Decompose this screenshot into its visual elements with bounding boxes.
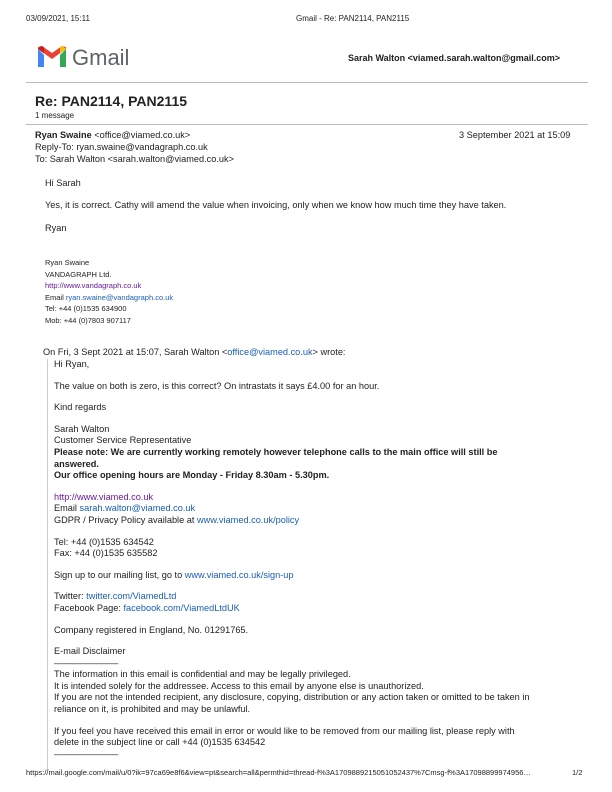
- signature-tel: Tel: +44 (0)1535 634900: [45, 304, 127, 314]
- quote-gdpr-row: GDPR / Privacy Policy available at www.viamed.co.uk/policy: [54, 514, 300, 525]
- removal-line-1: If you feel you have received this email in error or would like to be removed from our mailing list, please reply with: [54, 725, 515, 736]
- quote-gdpr-link[interactable]: www.viamed.co.uk/policy: [196, 514, 300, 525]
- disclaimer-rule-bottom: ———————: [54, 748, 119, 759]
- signature-block: [45, 257, 173, 327]
- quote-facebook-row: Facebook Page: facebook.com/ViamedLtdUK: [54, 602, 240, 613]
- account-label: Sarah Walton <viamed.sarah.walton@gmail.com>: [348, 53, 561, 63]
- quote-email-link[interactable]: sarah.walton@viamed.co.uk: [79, 503, 196, 514]
- recipient-to: To: Sarah Walton <sarah.walton@viamed.co.uk>: [35, 154, 234, 164]
- print-footer-url: https://mail.google.com/mail/u/0?ik=97ca69e8f6&view=pt&search=all&permthid=thread-f%3A1709889215051052437%7Cmsg-f%3A17098899974956…: [26, 768, 531, 777]
- quote-twitter-row: Twitter: twitter.com/ViamedLtd: [54, 591, 177, 602]
- reply-to: Reply-To: ryan.swaine@vandagraph.co.uk: [35, 142, 208, 152]
- quote-tel: Tel: +44 (0)1535 634542: [54, 536, 154, 547]
- signature-email-link[interactable]: ryan.swaine@vandagraph.co.uk: [65, 292, 174, 302]
- disclaimer-line-1: The information in this email is confidential and may be legally privileged.: [54, 669, 351, 680]
- quote-role: Customer Service Representative: [54, 435, 192, 446]
- sender-name: Ryan Swaine: [35, 130, 92, 140]
- quote-fax: Fax: +44 (0)1535 635582: [54, 548, 158, 559]
- signature-company: VANDAGRAPH Ltd.: [45, 269, 112, 279]
- signature-mob: Mob: +44 (0)7803 907117: [45, 315, 131, 325]
- disclaimer-line-3: If you are not the intended recipient, any disclosure, copying, distribution or any action taken or omitted to be taken in: [54, 692, 530, 703]
- quote-company-reg: Company registered in England, No. 01291765.: [54, 624, 249, 635]
- quote-mailing-link[interactable]: www.viamed.co.uk/sign-up: [184, 569, 294, 580]
- removal-line-2: delete in the subject line or call +44 (0)1535 634542: [54, 737, 266, 748]
- quote-website-link[interactable]: http://www.viamed.co.uk: [54, 491, 154, 502]
- quote-facebook-link[interactable]: facebook.com/ViamedLtdUK: [123, 602, 240, 613]
- quote-question: The value on both is zero, is this correct? On intrastats it says £4.00 for an hour.: [54, 380, 380, 391]
- quote-mailing-row: Sign up to our mailing list, go to www.viamed.co.uk/sign-up: [54, 569, 294, 580]
- signature-website-link[interactable]: http://www.vandagraph.co.uk: [45, 281, 142, 291]
- body-greeting: Hi Sarah: [45, 178, 81, 188]
- quote-twitter-link[interactable]: twitter.com/ViamedLtd: [86, 591, 177, 602]
- disclaimer-rule-top: ———————: [54, 657, 119, 668]
- signature-name: Ryan Swaine: [45, 258, 90, 267]
- body-signoff: Ryan: [45, 223, 67, 233]
- sender-email[interactable]: <office@viamed.co.uk>: [94, 130, 191, 140]
- subject-divider: [26, 124, 588, 125]
- print-page-number: 1/2: [572, 768, 583, 777]
- quote-greeting: Hi Ryan,: [54, 359, 90, 369]
- thread-subject: Re: PAN2114, PAN2115: [35, 93, 188, 109]
- body-text: Yes, it is correct. Cathy will amend the value when invoicing, only when we know how much time they have taken.: [45, 200, 507, 210]
- print-datetime: 03/09/2021, 15:11: [26, 14, 90, 23]
- message-from: [35, 130, 190, 140]
- quote-name: Sarah Walton: [54, 423, 110, 434]
- quote-note-2: answered.: [54, 458, 99, 469]
- header-divider: [26, 82, 588, 83]
- quote-hours: Our office opening hours are Monday - Friday 8.30am - 5.30pm.: [54, 470, 330, 481]
- signature-email-row: Email ryan.swaine@vandagraph.co.uk: [45, 292, 174, 302]
- gmail-logo[interactable]: [36, 45, 68, 74]
- gmail-logo-text: Gmail: [72, 45, 130, 70]
- disclaimer-line-2: It is intended solely for the addressee. Access to this email by anyone else is unauthorized.: [54, 680, 424, 691]
- quote-intro-email-link[interactable]: office@viamed.co.uk: [227, 347, 313, 357]
- quote-email-row: Email sarah.walton@viamed.co.uk: [54, 503, 196, 514]
- quote-bar: [47, 359, 48, 771]
- message-date: 3 September 2021 at 15:09: [459, 130, 571, 140]
- quote-note-1: Please note: We are currently working remotely however telephone calls to the main office will still be: [54, 446, 498, 457]
- disclaimer-line-4: reliance on it, is prohibited and may be unlawful.: [54, 704, 251, 715]
- disclaimer-title: E-mail Disclaimer: [54, 646, 126, 657]
- message-count: 1 message: [35, 111, 75, 120]
- quoted-message: [54, 359, 529, 760]
- quote-regards: Kind regards: [54, 402, 107, 413]
- print-page-title: Gmail - Re: PAN2114, PAN2115: [296, 14, 410, 23]
- quote-intro: On Fri, 3 Sept 2021 at 15:07, Sarah Walton <office@viamed.co.uk> wrote:: [43, 347, 346, 357]
- gmail-envelope-icon: [36, 45, 68, 69]
